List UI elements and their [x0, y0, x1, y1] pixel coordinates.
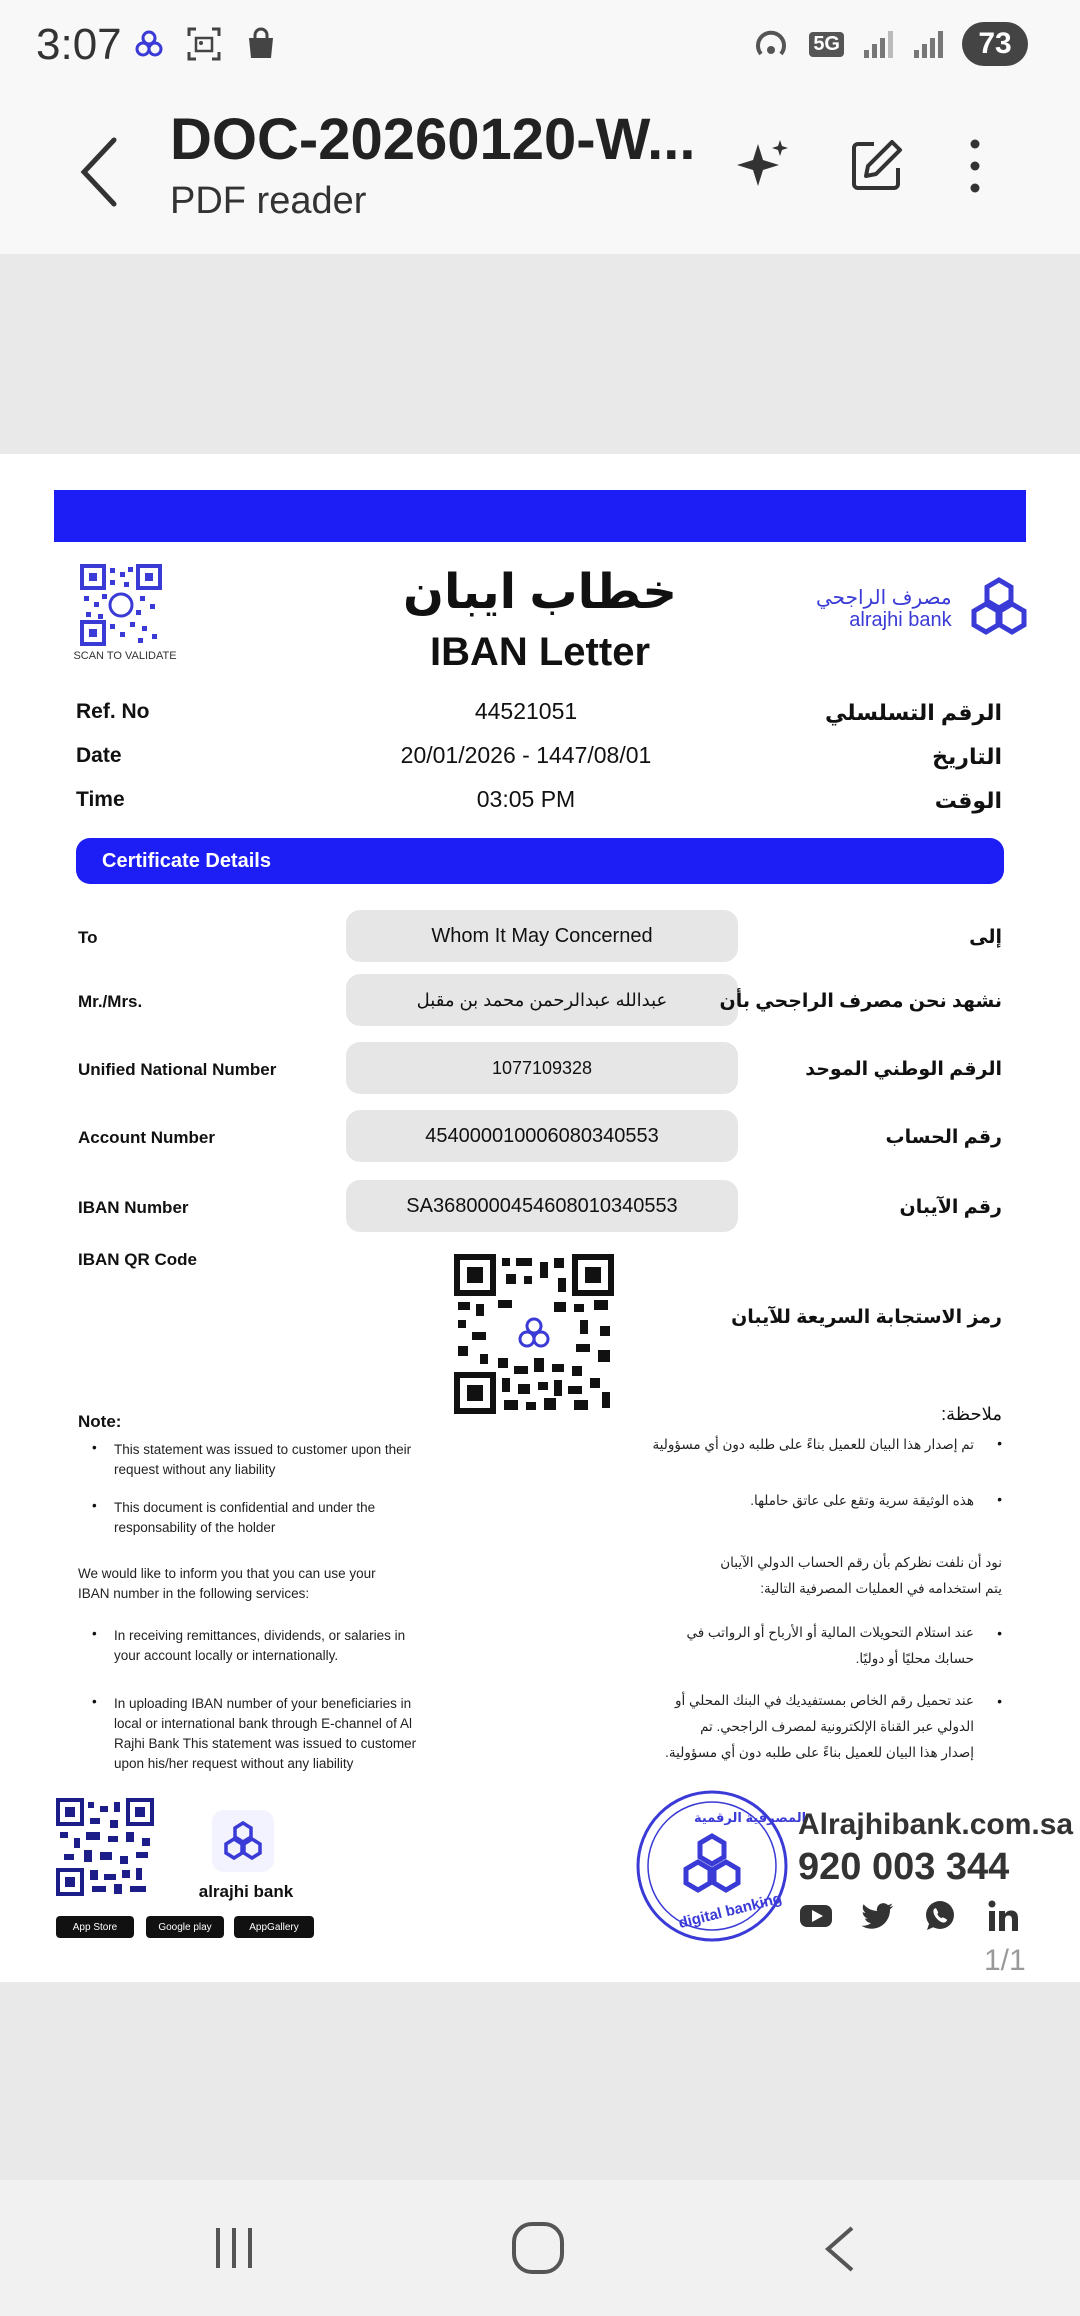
bank-phone[interactable]: 920 003 344 — [798, 1846, 1010, 1888]
letter-title-english: IBAN Letter — [429, 630, 651, 674]
note-title: Note: — [78, 1412, 122, 1431]
seal-bottom-text: digital banking — [676, 1889, 784, 1932]
digital-banking-seal — [634, 1788, 807, 1944]
signal-icon-2 — [912, 28, 944, 60]
recent-apps-icon[interactable] — [212, 2226, 256, 2270]
back-icon[interactable] — [820, 2224, 860, 2274]
field-row-name: Mr./Mrs. عبدالله عبدالرحمن محمد بن مقبل نشهد نحن مصرف الراجحي بأن — [76, 974, 1002, 1026]
field-row-to: To Whom It May Concerned إلى — [76, 910, 1002, 962]
bank-name-english: alrajhi bank — [849, 609, 952, 631]
viewer-background — [0, 254, 1080, 454]
meta-row-ref: Ref. No 44521051 الرقم التسلسلي — [76, 698, 1002, 725]
services-intro-en: We would like to inform you that you can use your IBAN number in the following services: — [78, 1566, 376, 1601]
document-title: DOC-20260120-W... — [170, 107, 696, 172]
header-band — [54, 490, 1026, 542]
battery-indicator: 73 — [962, 22, 1028, 66]
validation-qr-code — [80, 564, 162, 646]
linkedin-icon[interactable] — [986, 1898, 1022, 1934]
field-value-name: عبدالله عبدالرحمن محمد بن مقبل — [346, 974, 738, 1026]
bank-notification-icon — [134, 29, 164, 59]
status-bar — [0, 0, 1080, 92]
field-value-to: Whom It May Concerned — [346, 910, 738, 962]
alrajhi-app-logo-icon — [221, 1819, 265, 1863]
more-options-icon[interactable] — [960, 136, 990, 196]
scan-to-validate-label: SCAN TO VALIDATE — [73, 650, 177, 662]
meta-row-time: Time 03:05 PM الوقت — [76, 786, 1002, 813]
field-value-unified-number: 1077109328 — [346, 1042, 738, 1094]
home-icon[interactable] — [510, 2220, 566, 2276]
bank-name-arabic: مصرف الراجحي — [816, 587, 952, 609]
ai-sparkle-icon[interactable] — [734, 136, 794, 196]
hotspot-icon — [751, 24, 791, 64]
twitter-icon[interactable] — [860, 1898, 896, 1934]
service-item-ar: عند تحميل رقم الخاص بمستفيديك في البنك المحلي أو الدولي عبر القناة الإلكترونية لمصرف الراجحي. تم إصدار هذا البيان للعميل بناءً على طلبه دون أي مسؤولية. — [665, 1693, 974, 1760]
iban-qr-code — [454, 1254, 614, 1414]
note-item-en: This statement was issued to customer upon their request without any liability — [114, 1442, 412, 1477]
certificate-details-header: Certificate Details — [76, 838, 1004, 884]
document-subtitle: PDF reader — [170, 180, 367, 222]
note-title-arabic: ملاحظة: — [941, 1404, 1002, 1424]
pdf-page[interactable]: SCAN TO VALIDATE خطاب ايبان IBAN Letter مصرف الراجحي alrajhi bank Ref. No 44521051 الرقم التسلسلي Date 20/01/2026 - 1447/08/01 التاريخ Time 03:05 PM الوقت Certificate Details To Whom It May Concerned إلى Mr./Mrs. عبدالله عبدالرحمن محمد بن مقبل نشهد نحن مصرف الراجحي بأن Unified National Number 1077109328 الرقم الوطني الموحد Account Number 454000010006080340553 رقم الحساب IBAN Number SA3680000454608010340553 رقم الآيبان IBAN QR Code رمز الاستجابة السريعة للآيبان Note: • This statement was issued to customer upon their request without any liability • This document is confidential and under the responsability of the holder We would like to inform you that you can use your IBAN number in the following services: • In receiving remittances, dividends, or salaries in your account locally or internationally. • In uploading IBAN number of your beneficiaries in local or international bank through E-channel of Al Rajhi Bank This statement was issued to customer upon his/her request without any liability ملاحظة: • تم إصدار هذا البيان للعميل بناءً على طلبه دون أي مسؤولية • هذه الوثيقة سرية وتقع على عاتق حاملها. نود أن نلفت نظركم بأن رقم الحساب الدولي الآيبان يتم استخدامه في العمليات المصرفية التالية: • عند استلام التحويلات المالية أو الأرباح أو الرواتب في حسابك محليًا أو دوليًا. • عند تحميل رقم الخاص بمستفيديك في البنك المحلي أو الدولي عبر القناة الإلكترونية لمصرف الراجحي. تم إصدار هذا البيان للعميل بناءً على طلبه دون أي مسؤولية. alrajhi bank App Store Google play AppGallery المصرفية الرقمية digital banking Alrajhibank.com.sa 920 003 344 1/1 — [0, 454, 1080, 1982]
alrajhi-app-logo — [212, 1810, 274, 1872]
service-item-ar: عند استلام التحويلات المالية أو الأرباح أو الرواتب في حسابك محليًا أو دوليًا. — [686, 1625, 974, 1666]
note-item-ar: تم إصدار هذا البيان للعميل بناءً على طلبه دون أي مسؤولية — [652, 1437, 974, 1452]
field-row-account-number: Account Number 454000010006080340553 رقم الحساب — [76, 1110, 1002, 1162]
field-value-account-number: 454000010006080340553 — [346, 1110, 738, 1162]
appgallery-badge[interactable]: AppGallery — [234, 1916, 314, 1938]
letter-title-arabic: خطاب ايبان — [402, 566, 677, 619]
network-badge: 5G — [809, 32, 844, 57]
iban-qr-label-arabic: رمز الاستجابة السريعة للآيبان — [731, 1307, 1002, 1328]
youtube-icon[interactable] — [798, 1898, 834, 1934]
app-bar — [0, 92, 1080, 254]
app-download-qr-code — [56, 1798, 154, 1896]
status-left-icons — [134, 26, 278, 62]
edit-icon[interactable] — [846, 136, 906, 196]
app-store-badge[interactable]: App Store — [56, 1916, 134, 1938]
service-item-en: In uploading IBAN number of your beneficiaries in local or international bank through E-channel of Al Rajhi Bank This statement was issued to customer upon his/her request without any liability — [114, 1696, 417, 1771]
status-right — [751, 22, 1028, 66]
field-value-iban: SA3680000454608010340553 — [346, 1180, 738, 1232]
whatsapp-icon[interactable] — [922, 1898, 958, 1934]
back-arrow-icon[interactable] — [70, 132, 130, 212]
google-play-badge[interactable]: Google play — [146, 1916, 224, 1938]
navigation-bar — [0, 2180, 1080, 2316]
note-item-ar: هذه الوثيقة سرية وتقع على عاتق حاملها. — [750, 1493, 974, 1508]
meta-row-date: Date 20/01/2026 - 1447/08/01 التاريخ — [76, 742, 1002, 769]
iban-qr-label: IBAN QR Code — [78, 1250, 197, 1269]
service-item-en: In receiving remittances, dividends, or salaries in your account locally or internationally. — [114, 1628, 406, 1663]
status-time: 3:07 — [36, 20, 122, 69]
shopping-bag-icon — [244, 27, 278, 61]
page-indicator: 1/1 — [984, 1944, 1026, 1977]
alrajhi-logo-icon — [964, 574, 1034, 644]
seal-top-text: المصرفية الرقمية — [694, 1810, 807, 1825]
bank-website[interactable]: Alrajhibank.com.sa — [798, 1808, 1074, 1841]
note-item-en: This document is confidential and under the responsability of the holder — [114, 1500, 376, 1535]
signal-icon-1 — [862, 28, 894, 60]
field-row-iban: IBAN Number SA3680000454608010340553 رقم الآيبان — [76, 1180, 1002, 1232]
screenshot-icon — [186, 26, 222, 62]
services-intro-ar: نود أن نلفت نظركم بأن رقم الحساب الدولي الآيبان يتم استخدامه في العمليات المصرفية التالية: — [720, 1555, 1002, 1596]
alrajhi-logo — [816, 574, 1034, 644]
alrajhi-app-label: alrajhi bank — [198, 1882, 294, 1901]
field-row-unified-number: Unified National Number 1077109328 الرقم الوطني الموحد — [76, 1042, 1002, 1094]
